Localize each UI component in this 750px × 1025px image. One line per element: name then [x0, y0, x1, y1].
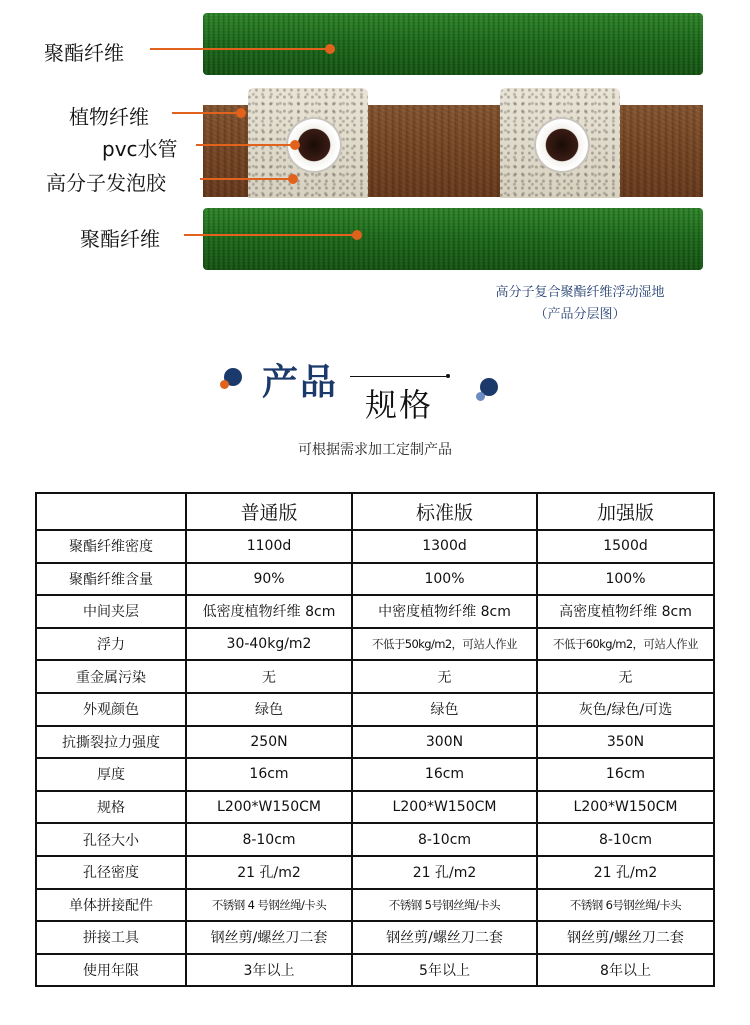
table-row: [36, 758, 714, 791]
table-cell: 300N: [352, 726, 537, 759]
heading-subtitle: 可根据需求加工定制产品: [298, 442, 452, 458]
table-cell: 8-10cm: [352, 823, 537, 856]
table-cell: 不低于60kg/m2，可站人作业: [537, 628, 714, 661]
table-row: [36, 791, 714, 824]
leader-line-top-polyester: [150, 48, 328, 50]
table-cell: 100%: [537, 563, 714, 596]
table-cell: 1500d: [537, 530, 714, 563]
leader-dot-polymer-foam: [288, 174, 298, 184]
table-cell: 无: [352, 660, 537, 693]
table-cell: 钢丝剪/螺丝刀二套: [352, 921, 537, 954]
spec-section-heading: [0, 340, 750, 458]
table-row: [36, 530, 714, 563]
table-row: [36, 856, 714, 889]
table-cell: 100%: [352, 563, 537, 596]
row-label: 聚酯纤维密度: [36, 530, 186, 563]
layer-diagram: [0, 0, 750, 330]
table-cell: 250N: [186, 726, 352, 759]
table-cell: 21 孔/m2: [537, 856, 714, 889]
table-header-row: [36, 493, 714, 530]
label-polymer-foam: 高分子发泡胶: [46, 171, 166, 195]
row-label: 使用年限: [36, 954, 186, 987]
table-cell: L200*W150CM: [186, 791, 352, 824]
header-cell-empty: [36, 493, 186, 530]
label-bottom-polyester: 聚酯纤维: [80, 227, 160, 251]
table-cell: 350N: [537, 726, 714, 759]
table-cell: 8-10cm: [537, 823, 714, 856]
leader-line-pvc-pipe: [196, 144, 292, 146]
table-cell: 21 孔/m2: [352, 856, 537, 889]
label-pvc-pipe: pvc水管: [102, 137, 178, 161]
table-row: [36, 726, 714, 759]
table-cell: 中密度植物纤维 8cm: [352, 595, 537, 628]
table-cell: 21 孔/m2: [186, 856, 352, 889]
row-label: 拼接工具: [36, 921, 186, 954]
table-cell: 钢丝剪/螺丝刀二套: [537, 921, 714, 954]
heading-title-spec: 规格: [365, 386, 434, 424]
table-row: [36, 628, 714, 661]
table-cell: 30-40kg/m2: [186, 628, 352, 661]
table-cell: 不锈钢 5号钢丝绳/卡头: [352, 889, 537, 922]
row-label: 单体拼接配件: [36, 889, 186, 922]
leader-line-polymer-foam: [200, 178, 290, 180]
leader-dot-top-polyester: [325, 44, 335, 54]
row-label: 浮力: [36, 628, 186, 661]
spec-table: [35, 492, 715, 987]
heading-title-product: 产品: [262, 362, 339, 403]
pvc-pipe-right-image: [534, 117, 590, 173]
decor-bubble-blue-right: [476, 392, 485, 401]
row-label: 孔径大小: [36, 823, 186, 856]
table-cell: 90%: [186, 563, 352, 596]
row-label: 厚度: [36, 758, 186, 791]
heading-line-dot: [446, 374, 450, 378]
table-row: [36, 595, 714, 628]
table-row: [36, 693, 714, 726]
table-cell: L200*W150CM: [537, 791, 714, 824]
table-cell: 无: [537, 660, 714, 693]
table-cell: 16cm: [186, 758, 352, 791]
diagram-caption-title: 高分子复合聚酯纤维浮动湿地: [495, 285, 665, 300]
header-cell-basic: 普通版: [186, 493, 352, 530]
table-row: [36, 921, 714, 954]
leader-line-bottom-polyester: [184, 234, 354, 236]
table-cell: 1100d: [186, 530, 352, 563]
table-row: [36, 954, 714, 987]
row-label: 孔径密度: [36, 856, 186, 889]
bottom-polyester-layer-image: [203, 208, 703, 270]
heading-underline: [350, 376, 446, 377]
row-label: 规格: [36, 791, 186, 824]
row-label: 聚酯纤维含量: [36, 563, 186, 596]
table-cell: 8年以上: [537, 954, 714, 987]
diagram-caption-subtitle: （产品分层图）: [534, 307, 626, 322]
table-cell: 钢丝剪/螺丝刀二套: [186, 921, 352, 954]
table-cell: 3年以上: [186, 954, 352, 987]
table-row: [36, 889, 714, 922]
table-row: [36, 660, 714, 693]
table-cell: 低密度植物纤维 8cm: [186, 595, 352, 628]
leader-line-plant-fiber: [172, 112, 238, 114]
header-cell-enhanced: 加强版: [537, 493, 714, 530]
table-cell: 8-10cm: [186, 823, 352, 856]
table-cell: 绿色: [186, 693, 352, 726]
table-cell: 5年以上: [352, 954, 537, 987]
header-cell-standard: 标准版: [352, 493, 537, 530]
row-label: 重金属污染: [36, 660, 186, 693]
row-label: 中间夹层: [36, 595, 186, 628]
label-top-polyester: 聚酯纤维: [44, 41, 124, 65]
top-polyester-layer-image: [203, 13, 703, 75]
table-cell: L200*W150CM: [352, 791, 537, 824]
table-row: [36, 823, 714, 856]
label-plant-fiber: 植物纤维: [69, 105, 149, 129]
table-cell: 绿色: [352, 693, 537, 726]
row-label: 外观颜色: [36, 693, 186, 726]
table-row: [36, 563, 714, 596]
table-cell: 不锈钢 4 号钢丝绳/卡头: [186, 889, 352, 922]
leader-dot-bottom-polyester: [352, 230, 362, 240]
leader-dot-pvc-pipe: [290, 140, 300, 150]
row-label: 抗撕裂拉力强度: [36, 726, 186, 759]
table-cell: 不低于50kg/m2，可站人作业: [352, 628, 537, 661]
leader-dot-plant-fiber: [236, 108, 246, 118]
table-cell: 不锈钢 6号钢丝绳/卡头: [537, 889, 714, 922]
decor-bubble-orange-left: [220, 380, 229, 389]
table-cell: 无: [186, 660, 352, 693]
table-cell: 16cm: [352, 758, 537, 791]
table-cell: 高密度植物纤维 8cm: [537, 595, 714, 628]
table-cell: 1300d: [352, 530, 537, 563]
table-cell: 16cm: [537, 758, 714, 791]
table-cell: 灰色/绿色/可选: [537, 693, 714, 726]
